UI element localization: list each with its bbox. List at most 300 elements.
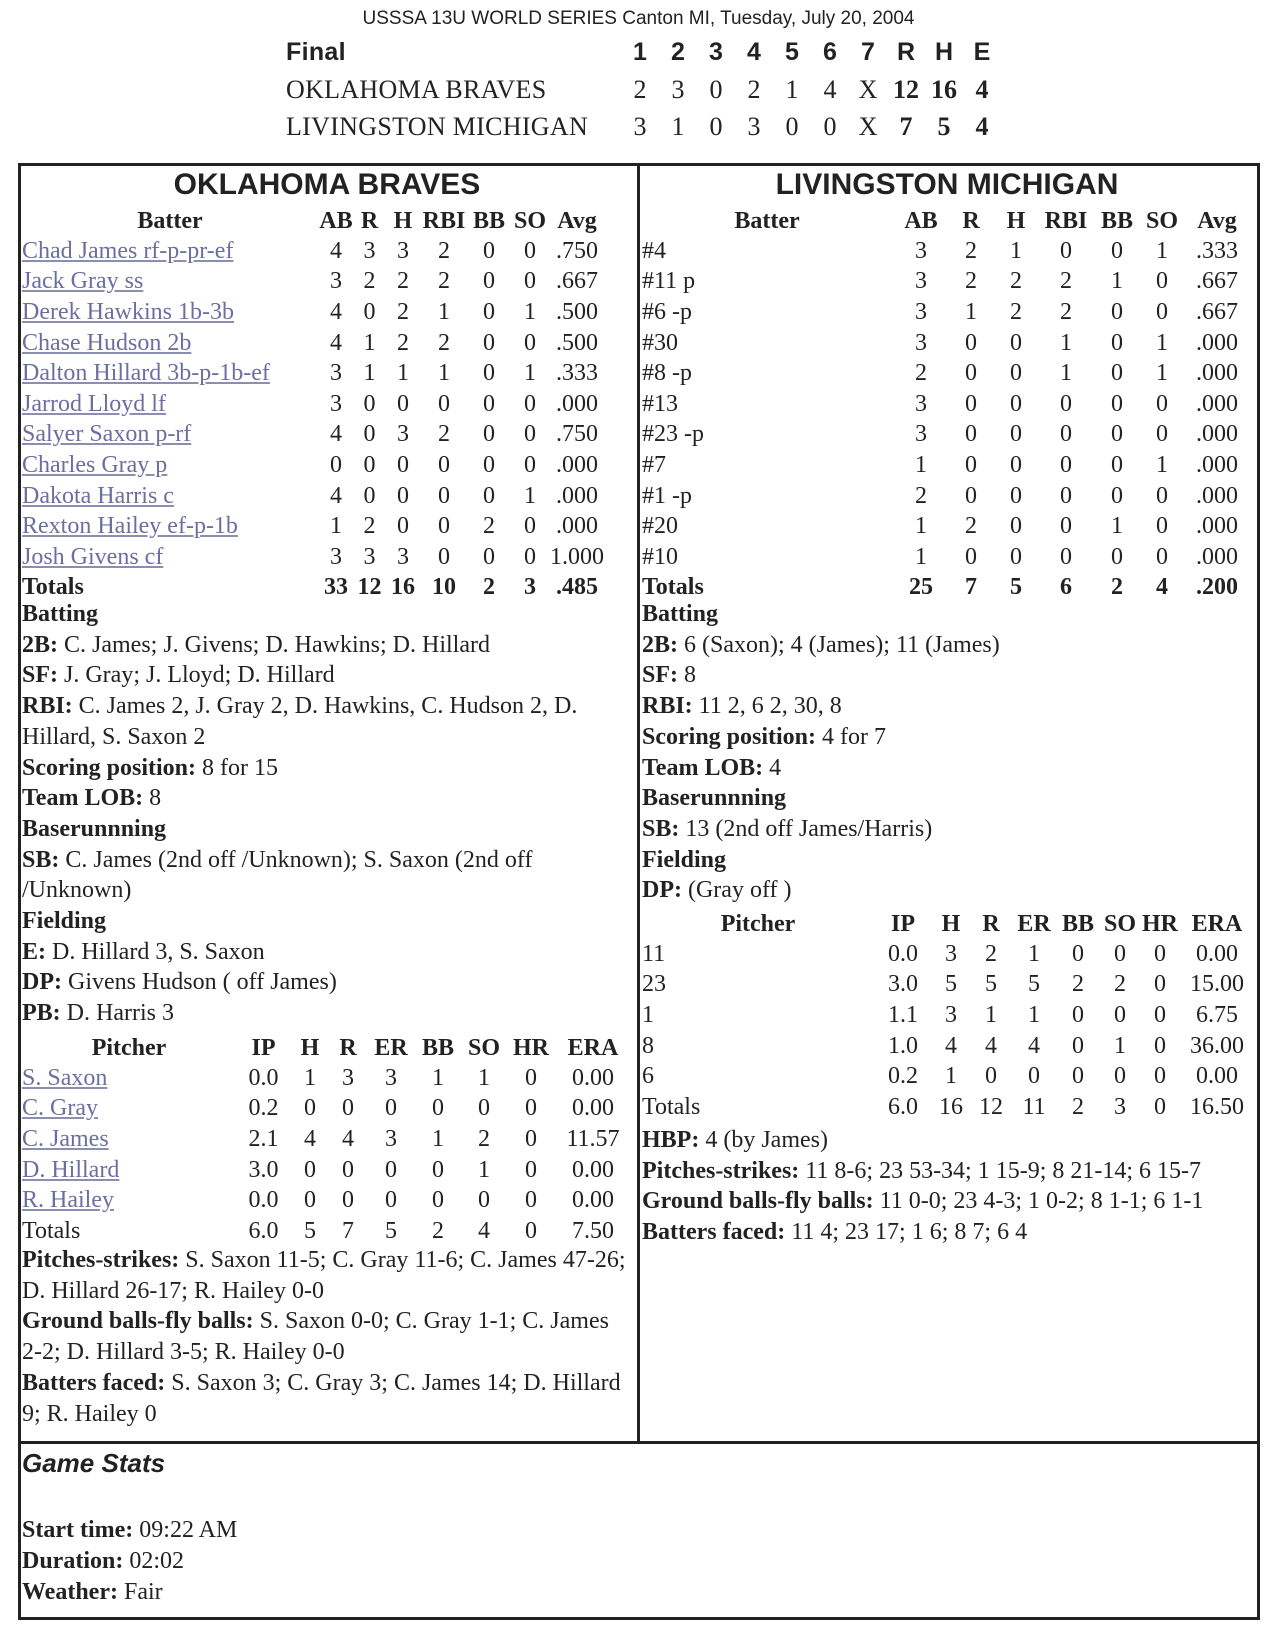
stat-cell: 2 <box>363 513 376 540</box>
note-text: 11 2, 6 2, 30, 8 <box>692 693 842 720</box>
note-line <box>22 967 634 998</box>
totals-cell: 33 <box>324 574 348 601</box>
column-header: AB <box>904 207 938 234</box>
line-score-cell: X <box>858 111 878 141</box>
player-name-cell: #23 -p <box>642 421 704 448</box>
note-label: SB: <box>642 815 680 842</box>
totals-cell: 0 <box>525 1217 537 1244</box>
note-line <box>22 753 634 784</box>
stat-cell: 0 <box>524 237 536 264</box>
stat-cell: 0 <box>524 268 536 295</box>
stat-cell: 2.1 <box>248 1125 279 1152</box>
stat-cell: 1 <box>1156 237 1168 264</box>
stat-cell: 1 <box>363 360 376 387</box>
note-text: Givens Hudson ( off James) <box>61 969 337 996</box>
stat-cell: 11.57 <box>566 1125 620 1152</box>
stat-cell: 1 <box>1156 329 1168 356</box>
stat-cell: .000 <box>1196 513 1238 540</box>
note-text: J. Gray; J. Lloyd; D. Hillard <box>58 662 335 689</box>
player-name-cell: #11 p <box>642 268 696 295</box>
note-label: DP: <box>22 969 62 996</box>
player-link[interactable]: Derek Hawkins 1b-3b <box>22 298 234 325</box>
stat-cell: 1 <box>985 1001 997 1028</box>
table-row <box>642 1061 1254 1092</box>
note-line <box>642 1156 1254 1187</box>
note-label: Fielding <box>642 846 727 873</box>
stat-cell: 5 <box>1028 971 1040 998</box>
stat-cell: 2 <box>965 268 977 295</box>
note-label: Ground balls-fly balls: <box>22 1308 254 1335</box>
stat-cell: 0 <box>1111 329 1123 356</box>
totals-cell: 7.50 <box>572 1217 614 1244</box>
column-header: RBI <box>422 207 466 234</box>
player-link[interactable]: Dalton Hillard 3b-p-1b-ef <box>22 360 270 387</box>
stat-cell: 3.0 <box>888 971 918 998</box>
stat-cell: 0 <box>397 482 409 509</box>
note-label: E: <box>22 938 46 965</box>
stat-cell: 5 <box>945 971 957 998</box>
line-score-cell: 16 <box>931 74 957 104</box>
totals-cell: 6.0 <box>888 1093 918 1120</box>
stat-cell: 1 <box>1060 329 1072 356</box>
stat-cell: 0 <box>363 298 376 325</box>
column-header: BB <box>472 207 505 234</box>
line-score-cell: 0 <box>785 111 799 141</box>
table-row <box>22 420 605 451</box>
note-label: Ground balls-fly balls: <box>642 1188 874 1215</box>
stat-cell: 0 <box>1154 1001 1166 1028</box>
stat-cell: 0 <box>1010 360 1022 387</box>
note-text: S. Saxon 11-5; C. Gray 11-6; C. James 47-26; D. Hillard 26-17; R. Hailey 0-0 <box>22 1247 626 1304</box>
stat-cell: 0 <box>1072 1001 1084 1028</box>
stat-cell: 0 <box>304 1156 316 1183</box>
stat-cell: 0 <box>397 513 409 540</box>
player-name-cell <box>22 1094 236 1125</box>
column-header: RBI <box>1044 207 1088 234</box>
player-name-cell <box>22 1155 236 1186</box>
column-header: ERA <box>567 1034 619 1061</box>
stat-cell: 0 <box>483 329 495 356</box>
table-row <box>642 1000 1254 1031</box>
stat-cell: 1 <box>478 1064 490 1091</box>
stat-cell: 3 <box>945 940 957 967</box>
stat-cell: 0 <box>432 1095 444 1122</box>
player-name-cell <box>22 267 318 298</box>
stat-cell: 3 <box>330 360 342 387</box>
game-stat-value: 02:02 <box>123 1548 185 1574</box>
stat-cell: 1.000 <box>550 543 604 570</box>
note-text: D. Harris 3 <box>60 1000 174 1027</box>
stat-cell: .000 <box>1196 390 1238 417</box>
totals-label: Totals <box>22 1217 81 1244</box>
line-score-header-cell: 6 <box>823 38 837 66</box>
column-header: ER <box>1017 910 1051 937</box>
totals-cell: 6 <box>1060 574 1072 601</box>
stat-cell: .500 <box>556 298 598 325</box>
note-line <box>642 814 1254 845</box>
stat-cell: 0 <box>965 482 977 509</box>
stat-cell: 1 <box>397 360 409 387</box>
stat-cell: 0.00 <box>1196 940 1238 967</box>
stat-cell: 0 <box>1156 298 1168 325</box>
stat-cell: 0 <box>524 421 536 448</box>
player-link[interactable]: Jack Gray ss <box>22 268 144 295</box>
note-label: Pitches-strikes: <box>22 1247 180 1273</box>
line-score-table <box>286 34 1001 145</box>
note-label: Baserunnning <box>642 785 787 812</box>
stat-cell: 0 <box>342 1187 354 1214</box>
stat-cell: 3 <box>363 543 376 570</box>
stat-cell: 0 <box>524 390 536 417</box>
column-header: R <box>982 910 1000 937</box>
stat-cell: 0 <box>1154 1063 1166 1090</box>
column-header: IP <box>891 910 915 937</box>
player-name-cell: #10 <box>642 543 678 570</box>
table-row <box>22 389 605 420</box>
stat-cell: 1 <box>432 1064 444 1091</box>
note-label: Batting <box>22 601 99 627</box>
stat-cell: .667 <box>1196 298 1238 325</box>
stat-cell: 3 <box>915 298 927 325</box>
note-text: 8 for 15 <box>196 754 279 781</box>
stat-cell: 0 <box>1111 237 1123 264</box>
totals-cell: 5 <box>1010 574 1022 601</box>
table-row <box>642 420 1252 451</box>
line-score-cell: 3 <box>671 74 685 104</box>
stat-cell: 0.00 <box>572 1095 614 1122</box>
table-row <box>22 297 605 328</box>
column-header: IP <box>251 1034 276 1061</box>
stat-cell: 2 <box>915 360 927 387</box>
column-header: SO <box>1145 207 1178 234</box>
note-text: C. James 2, J. Gray 2, D. Hawkins, C. Hudson 2, D. Hillard, S. Saxon 2 <box>22 693 578 750</box>
player-name-cell: #1 -p <box>642 482 692 509</box>
column-header: AB <box>319 207 353 234</box>
home-team-title: OKLAHOMA BRAVES <box>173 168 481 201</box>
column-header: BB <box>1100 207 1133 234</box>
totals-label: Totals <box>642 574 704 601</box>
column-header: ER <box>374 1034 408 1061</box>
player-link[interactable]: R. Hailey <box>22 1187 114 1214</box>
player-name-cell: 8 <box>642 1032 654 1059</box>
player-link[interactable]: D. Hillard <box>22 1156 120 1183</box>
totals-cell: 3 <box>524 574 536 601</box>
player-name-cell: #7 <box>642 451 666 478</box>
note-label: SF: <box>642 662 678 689</box>
player-name-cell: #13 <box>642 390 678 417</box>
stat-cell: 0 <box>965 329 977 356</box>
stat-cell: 0 <box>1072 1032 1084 1059</box>
line-score-cell: 2 <box>633 74 647 104</box>
stat-cell: 0 <box>525 1156 537 1183</box>
column-header: R <box>962 207 980 234</box>
stat-cell: 1 <box>524 482 536 509</box>
totals-label: Totals <box>22 574 84 601</box>
note-text: S. Saxon 0-0; C. Gray 1-1; C. James 2-2; D. Hillard 3-5; R. Hailey 0-0 <box>22 1308 609 1366</box>
totals-cell: 16.50 <box>1190 1093 1244 1120</box>
line-score-cell: 7 <box>899 111 913 141</box>
stat-cell: 0 <box>965 421 977 448</box>
stat-cell: 4 <box>330 421 342 448</box>
totals-cell: 25 <box>909 574 933 601</box>
stat-cell: 0 <box>342 1095 354 1122</box>
stat-cell: 1 <box>524 360 536 387</box>
player-name-cell: #4 <box>642 237 666 264</box>
stat-cell: 0 <box>438 543 450 570</box>
table-row <box>22 1063 631 1094</box>
stat-cell: 4 <box>342 1125 354 1152</box>
totals-label: Totals <box>642 1093 701 1120</box>
stat-cell: 4 <box>945 1032 957 1059</box>
totals-cell: .485 <box>556 574 598 601</box>
totals-cell: 16 <box>391 574 415 601</box>
stat-cell: 0 <box>478 1187 490 1214</box>
line-score-header-cell: R <box>896 38 916 66</box>
stat-cell: 4 <box>304 1125 316 1152</box>
player-link[interactable]: Chase Hudson 2b <box>22 329 192 356</box>
stat-cell: 0 <box>1111 451 1123 478</box>
table-row <box>22 236 605 267</box>
player-link[interactable]: Salyer Saxon p-rf <box>22 421 192 448</box>
totals-cell: 2 <box>1111 574 1123 601</box>
stat-cell: 1 <box>915 451 927 478</box>
totals-cell: 6.0 <box>248 1217 279 1244</box>
stat-cell: 3 <box>915 268 927 295</box>
line-score-cell: 3 <box>633 111 647 141</box>
totals-cell: 0 <box>1154 1093 1166 1120</box>
away-pitching-table <box>642 909 1254 1123</box>
player-link[interactable]: S. Saxon <box>22 1064 108 1091</box>
stat-cell: 2 <box>1060 298 1072 325</box>
stat-cell: 3 <box>330 268 342 295</box>
line-score-team: LIVINGSTON MICHIGAN <box>286 111 589 141</box>
stat-cell: 5 <box>985 971 997 998</box>
game-stat-value: Fair <box>117 1579 163 1605</box>
stat-cell: 0 <box>524 513 536 540</box>
note-line <box>22 1368 634 1429</box>
column-header: Batter <box>137 207 203 234</box>
stat-cell: 1 <box>1111 513 1123 540</box>
line-score-cell: 4 <box>823 74 837 104</box>
stat-cell: 1 <box>1156 451 1168 478</box>
stat-cell: 0 <box>1010 482 1022 509</box>
stat-cell: 0 <box>385 1095 397 1122</box>
stat-cell: 0 <box>1156 513 1168 540</box>
stat-cell: 0 <box>1010 451 1022 478</box>
player-name-cell <box>22 1124 236 1155</box>
note-label: RBI: <box>642 693 693 720</box>
totals-cell: 7 <box>965 574 977 601</box>
stat-cell: 0 <box>1156 268 1168 295</box>
stat-cell: 2 <box>438 329 450 356</box>
note-label: 2B: <box>642 631 678 658</box>
stat-cell: .000 <box>1196 329 1238 356</box>
stat-cell: 4 <box>330 482 342 509</box>
stat-cell: 15.00 <box>1190 971 1244 998</box>
stat-cell: 0 <box>965 543 977 570</box>
stat-cell: 4 <box>1028 1032 1040 1059</box>
table-row <box>642 236 1252 267</box>
stat-cell: 2 <box>1072 971 1084 998</box>
note-label: Batters faced: <box>22 1369 166 1396</box>
stat-cell: 0 <box>483 360 495 387</box>
stat-cell: 0 <box>524 329 536 356</box>
line-score-header-cell: 2 <box>671 38 685 66</box>
stat-cell: 0 <box>1156 421 1168 448</box>
line-score-cell: 0 <box>709 111 723 141</box>
stat-cell: 2 <box>397 268 409 295</box>
stat-cell: 0 <box>525 1125 537 1152</box>
stat-cell: 3 <box>342 1064 354 1091</box>
note-line <box>642 1125 1254 1156</box>
stat-cell: 1 <box>1010 237 1022 264</box>
column-header: BB <box>421 1034 454 1061</box>
player-name-cell: #30 <box>642 329 678 356</box>
player-name-cell <box>22 511 318 542</box>
home-batting-table <box>22 206 605 603</box>
stat-cell: 2 <box>363 268 376 295</box>
stat-cell: 0 <box>363 451 376 478</box>
note-text: 11 8-6; 23 53-34; 1 15-9; 8 21-14; 6 15-7 <box>799 1157 1202 1184</box>
player-link[interactable]: C. Gray <box>22 1095 98 1122</box>
stat-cell: 0 <box>525 1095 537 1122</box>
stat-cell: 3 <box>915 390 927 417</box>
note-text: 6 (Saxon); 4 (James); 11 (James) <box>678 631 1000 658</box>
note-label: Pitches-strikes: <box>642 1157 800 1184</box>
line-score-final-label: Final <box>286 38 346 66</box>
note-line <box>22 660 634 691</box>
note-line <box>22 998 634 1029</box>
player-name-cell <box>22 358 318 389</box>
stat-cell: 0 <box>363 390 376 417</box>
line-score-cell: 0 <box>823 111 837 141</box>
note-label: Baserunnning <box>22 815 167 842</box>
note-label: HBP: <box>642 1127 700 1153</box>
stat-cell: .000 <box>1196 360 1238 387</box>
stat-cell: 0.00 <box>572 1187 614 1214</box>
stat-cell: 1 <box>915 543 927 570</box>
stat-cell: 36.00 <box>1190 1032 1244 1059</box>
stat-cell: .000 <box>556 451 598 478</box>
away-pitching-notes <box>642 1125 1254 1248</box>
stat-cell: 0 <box>1072 940 1084 967</box>
stat-cell: 0.00 <box>572 1064 614 1091</box>
player-link[interactable]: Rexton Hailey ef-p-1b <box>22 513 238 540</box>
stat-cell: 1 <box>1060 360 1072 387</box>
line-score-cell: 4 <box>975 74 989 104</box>
column-divider <box>637 165 640 1443</box>
line-score-header-cell: 1 <box>633 38 647 66</box>
game-stats-title: Game Stats <box>22 1448 166 1478</box>
column-header: R <box>360 207 379 234</box>
stat-cell: 0 <box>483 237 495 264</box>
stat-cell: 2 <box>438 237 450 264</box>
stat-cell: 3 <box>397 237 409 264</box>
stat-cell: 0 <box>483 390 495 417</box>
stat-cell: 1 <box>330 513 342 540</box>
stat-cell: .333 <box>1196 237 1238 264</box>
stat-cell: 2 <box>985 940 997 967</box>
stat-cell: 0.2 <box>888 1063 918 1090</box>
stat-cell: .667 <box>556 268 598 295</box>
line-score-cell: 12 <box>893 74 919 104</box>
totals-cell: 2 <box>1072 1093 1084 1120</box>
totals-cell: 5 <box>304 1217 316 1244</box>
table-row <box>22 328 605 359</box>
player-link[interactable]: C. James <box>22 1125 109 1152</box>
player-link[interactable]: Charles Gray p <box>22 451 168 478</box>
player-name-cell <box>22 1185 236 1216</box>
stat-cell: 2 <box>438 421 450 448</box>
column-header: Pitcher <box>720 910 796 937</box>
totals-cell: 2 <box>483 574 495 601</box>
player-link[interactable]: Josh Givens cf <box>22 543 164 570</box>
stat-cell: 3 <box>385 1125 397 1152</box>
note-line <box>642 783 1254 814</box>
stat-cell: 0 <box>385 1156 397 1183</box>
stat-cell: 0 <box>438 513 450 540</box>
line-score-header-cell: 3 <box>709 38 723 66</box>
stat-cell: 0 <box>483 421 495 448</box>
stat-cell: 0 <box>397 390 409 417</box>
column-header: HR <box>1142 910 1178 937</box>
stat-cell: 3 <box>915 329 927 356</box>
stat-cell: 2 <box>397 329 409 356</box>
table-row <box>642 450 1252 481</box>
player-link[interactable]: Chad James rf-p-pr-ef <box>22 237 234 264</box>
stat-cell: 0 <box>1010 513 1022 540</box>
line-score-cell: 4 <box>975 111 989 141</box>
stat-cell: .000 <box>1196 451 1238 478</box>
note-label: 2B: <box>22 631 58 658</box>
player-name-cell: #8 -p <box>642 360 692 387</box>
table-row <box>642 297 1252 328</box>
stat-cell: 2 <box>483 513 495 540</box>
stat-cell: 0 <box>1111 298 1123 325</box>
stat-cell: 1 <box>1114 1032 1126 1059</box>
stat-cell: 0 <box>1156 543 1168 570</box>
column-header: Batter <box>734 207 800 234</box>
table-row <box>22 358 605 389</box>
stat-cell: 0.00 <box>572 1156 614 1183</box>
stat-cell: 0 <box>1114 1063 1126 1090</box>
table-row <box>642 511 1252 542</box>
table-row <box>642 358 1252 389</box>
stat-cell: 2 <box>397 298 409 325</box>
player-name-cell: 23 <box>642 971 666 998</box>
stat-cell: .500 <box>556 329 598 356</box>
player-link[interactable]: Dakota Harris c <box>22 482 174 509</box>
player-link[interactable]: Jarrod Lloyd lf <box>22 390 166 417</box>
note-label: DP: <box>642 877 682 904</box>
stat-cell: 2 <box>438 268 450 295</box>
totals-cell: .200 <box>1196 574 1238 601</box>
note-text: C. James; J. Givens; D. Hawkins; D. Hillard <box>58 631 490 658</box>
note-line <box>22 630 634 661</box>
stat-cell: 0.0 <box>888 940 918 967</box>
note-line <box>642 599 1254 630</box>
stat-cell: 0 <box>1010 421 1022 448</box>
stat-cell: 0 <box>1154 940 1166 967</box>
line-score-header-cell: E <box>973 38 991 66</box>
stat-cell: 1 <box>1028 940 1040 967</box>
stat-cell: 0 <box>1060 451 1072 478</box>
stat-cell: 2 <box>915 482 927 509</box>
stat-cell: 0 <box>1060 513 1072 540</box>
stat-cell: 0 <box>363 421 376 448</box>
stat-cell: 0 <box>965 390 977 417</box>
stat-cell: 0 <box>478 1095 490 1122</box>
